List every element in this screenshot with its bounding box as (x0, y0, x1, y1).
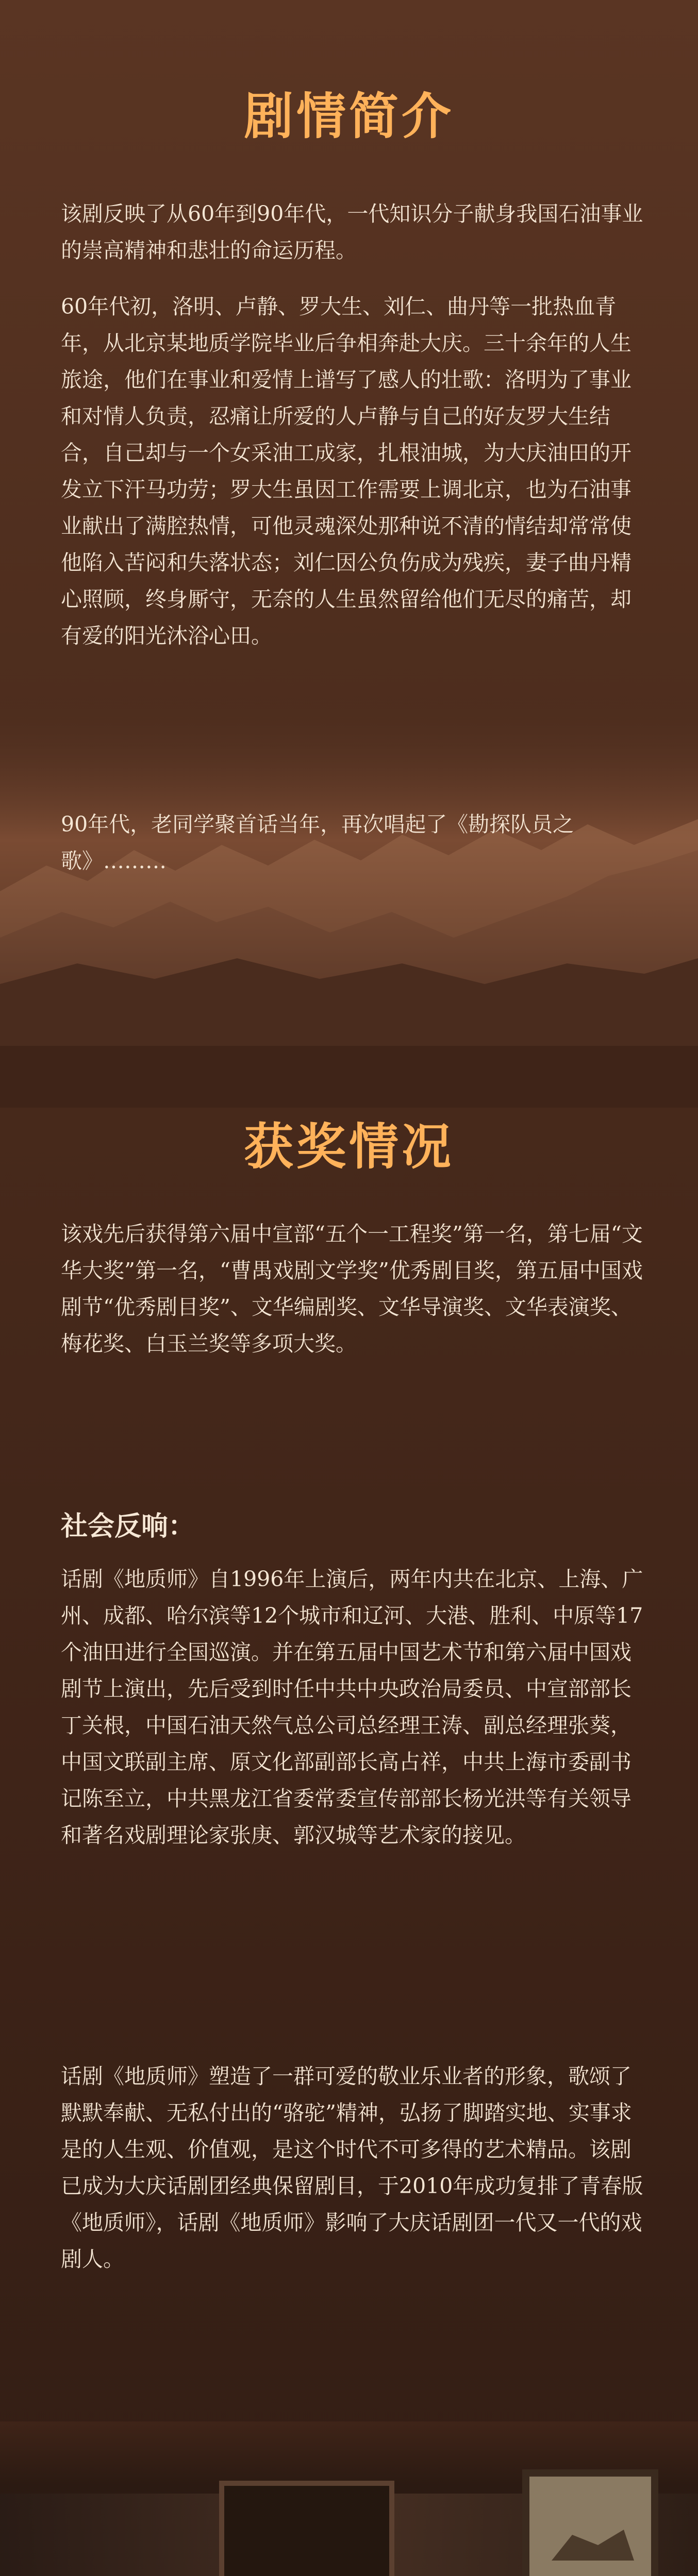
social-paragraph-2: 话剧《地质师》塑造了一群可爱的敬业乐业者的形象，歌颂了默默奉献、无私付出的“骆驼”精神，弘扬了脚踏实地、实事求是的人生观、价值观，是这个时代不可多得的艺术精品。该剧已成为大庆话剧团经典保留剧目，于2010年成功复排了青春版《地质师》，话剧《地质师》影响了大庆话剧团一代又一代的戏剧人。 (61, 2064, 643, 2272)
plot-section-title: 剧情简介 (244, 88, 454, 145)
social-response-title: 社会反响： (61, 1511, 195, 1542)
mountain-landscape-image (0, 696, 698, 1108)
plot-paragraph-2: 60年代初，洛明、卢静、罗大生、刘仁、曲丹等一批热血青年，从北京某地质学院毕业后争相奔赴大庆。三十余年的人生旅途，他们在事业和爱情上谱写了感人的壮歌：洛明为了事业和对情人负责，忍痛让所爱的人卢静与自己的好友罗大生结合，自己却与一个女采油工成家，扎根油城，为大庆油田的开发立下汗马功劳；罗大生虽因工作需要上调北京，也为石油事业献出了满腔热情，可他灵魂深处那种说不清的情结却常常使他陷入苦闷和失落状态；刘仁因公负伤成为残疾，妻子曲丹精心照顾，终身厮守，无奈的人生虽然留给他们无尽的痛苦，却有爱的阳光沐浴心田。 (61, 294, 631, 648)
social-paragraph-1: 话剧《地质师》自1996年上演后，两年内共在北京、上海、广州、成都、哈尔滨等12个城市和辽河、大港、胜利、中原等17个油田进行全国巡演。并在第五届中国艺术节和第六届中国戏剧节上演出，先后受到时任中共中央政治局委员、中宣部部长丁关根，中国石油天然气总公司总经理王涛、副总经理张葵，中国文联副主席、原文化部副部长高占祥，中共上海市委副书记陈至立，中共黑龙江省委常委宣传部部长杨光洪等有关领导和著名戏剧理论家张庚、郭汉城等艺术家的接见。 (61, 1567, 643, 1848)
awards-paragraph: 该戏先后获得第六届中宣部“五个一工程奖”第一名，第七届“文华大奖”第一名，“曹禺戏剧文学奖”优秀剧目奖，第五届中国戏剧节“优秀剧目奖”、文华编剧奖、文华导演奖、文华表演奖、梅花奖、白玉兰奖等多项大奖。 (61, 1222, 643, 1356)
stage-performance-photo (0, 2421, 698, 2576)
plot-paragraph-3: 90年代，老同学聚首话当年，再次唱起了《勘探队员之歌》……… (61, 812, 574, 873)
plot-paragraph-1: 该剧反映了从60年到90年代，一代知识分子献身我国石油事业的崇高精神和悲壮的命运历程。 (61, 201, 643, 263)
awards-section-title: 获奖情况 (244, 1118, 454, 1176)
